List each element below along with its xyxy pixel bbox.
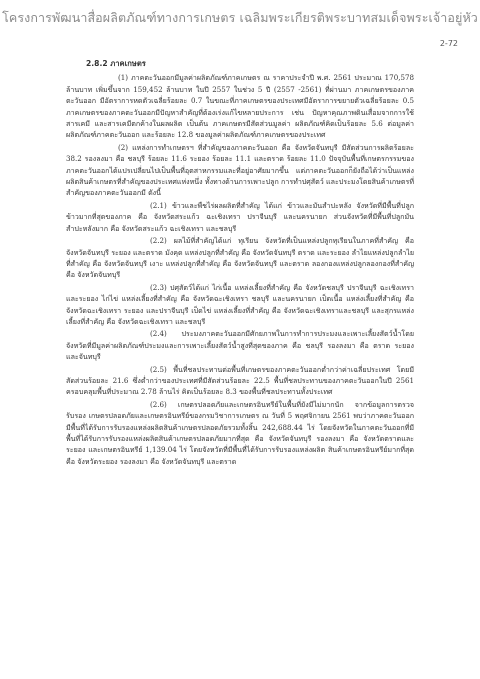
paragraph-2-6: (2.6) เกษตรปลอดภัยและเกษตรอินทรีย์ในพื้นที่ยังมีไม่มากนัก จากข้อมูลการตรวจรับรอง เกษตรปลอดภัยและเกษตรอินทรีย์ของกรมวิชาการเกษตร ณ วันที่ 5 พฤศจิกายน 2561 พบว่าภาคตะวันออกมีพื้นที่ได้รับการรับรองแหล่งผลิตสินค้าเกษตรปลอดภัยรวมทั้งสิ้น 242,688.44 ไร่ โดยจังหวัดในภาคตะวันออกที่มีพื้นที่ได้รับการรับรองแหล่งผลิตสินค้าเกษตรปลอดภัยมากที่สุด คือ จังหวัดจันทบุรี รองลงมา คือ จังหวัดตราดและระยอง และเกษตรอินทรีย์ 1,139.04 ไร่ โดยจังหวัดที่มีพื้นที่ได้รับการรับรองแหล่งผลิต สินค้าเกษตรอินทรีย์มากที่สุด คือ จังหวัดระยอง รองลงมา คือ จังหวัดจันทบุรี และตราด xyxy=(66,399,414,466)
paragraph-2-2: (2.2) ผลไม้ที่สำคัญได้แก่ ทุเรียน จังหวัดที่เป็นแหล่งปลูกทุเรียนในภาคที่สำคัญ คือ จังหวัดจันทบุรี ระยอง และตราด มังคุด แหล่งปลูกที่สำคัญ คือ จังหวัดจันทบุรี ตราด และระยอง ลำไยแหล่งปลูกลำไยที่สำคัญ คือ จังหวัดจันทบุรี เงาะ แหล่งปลูกที่สำคัญ คือ จังหวัดจันทบุรี และตราด ลองกองแหล่งปลูกลองกองที่สำคัญ คือ จังหวัดจันทบุรี xyxy=(66,236,414,280)
paragraph-2: (2) แหล่งการทำเกษตรฯ ที่สำคัญของภาคตะวันออก คือ จังหวัดจันทบุรี มีสัดส่วนการผลิตร้อยละ 38.2 รองลงมา คือ ชลบุรี ร้อยละ 11.6 ระยอง ร้อยละ 11.1 และตราด ร้อยละ 11.0 ปัจจุบันพื้นที่เกษตรกรรมของภาคตะวันออกได้แปรเปลี่ยนไปเป็นพื้นที่อุตสาหกรรมและที่อยู่อาศัยมากขึ้น แต่ภาคตะวันออกก็ยังถือได้ว่าเป็นแหล่งผลิตสินค้าเกษตรที่สำคัญของประเทศแห่งหนึ่ง ทั้งทางด้านการเพาะปลูก การทำปศุสัตว์ และประมงโดยสินค้าเกษตรที่สำคัญของภาคตะวันออกมี ดังนี้ xyxy=(66,142,414,198)
section-heading: 2.8.2 ภาคเกษตร xyxy=(86,59,146,68)
paragraph-1: (1) ภาคตะวันออกมีมูลค่าผลิตภัณฑ์ภาคเกษตร ณ ราคาประจำปี พ.ศ. 2561 ประมาณ 170,578 ล้านบาท เพิ่มขึ้นจาก 159,452 ล้านบาท ในปี 2557 ในช่วง 5 ปี (2557 -2561) ที่ผ่านมา ภาคเกษตรของภาคตะวันออก มีอัตราการหดตัวเฉลี่ยร้อยละ 0.7 ในขณะที่ภาคเกษตรของประเทศมีอัตราการขยายตัวเฉลี่ยร้อยละ 0.5 ภาคเกษตรของภาคตะวันออกมีปัญหาสำคัญที่ต้องเร่งแก้ไขหลายประการ เช่น ปัญหาคุณภาพดินเสื่อมจากการใช้สารเคมี และสารเคมีตกค้างในผลผลิต เป็นต้น ภาคเกษตรมีสัดส่วนมูลค่า ผลิตภัณฑ์คิดเป็นร้อยละ 5.6 ต่อมูลค่าผลิตภัณฑ์ภาคตะวันออก และร้อยละ 12.8 ของมูลค่าผลิตภัณฑ์ภาคเกษตรของประเทศ xyxy=(66,73,414,140)
document-body xyxy=(66,58,414,468)
page-number: 2-72 xyxy=(439,39,458,48)
document-header: โครงการพัฒนาสื่อผลิตภัณฑ์ทางการเกษตร เฉลิมพระเกียรติพระบาทสมเด็จพระเจ้าอยู่หัว xyxy=(2,10,478,25)
paragraph-2-1: (2.1) ข้าวและพืชไร่ผลผลิตที่สำคัญ ได้แก่ ข้าวและมันสำปะหลัง จังหวัดที่มีพื้นที่ปลูกข้าวมากที่สุดของภาค คือ จังหวัดสระแก้ว ฉะเชิงเทรา ปราจีนบุรี และนครนายก ส่วนจังหวัดที่มีพื้นที่ปลูกมันสำปะหลังมาก คือ จังหวัดสระแก้ว ฉะเชิงเทรา และชลบุรี xyxy=(66,200,414,233)
paragraph-2-5: (2.5) พื้นที่ชลประทานต่อพื้นที่เกษตรของภาคตะวันออกต่ำกว่าค่าเฉลี่ยประเทศ โดยมีสัดส่วนร้อยละ 21.6 ซึ่งต่ำกว่าของประเทศที่มีสัดส่วนร้อยละ 22.5 พื้นที่ชลประทานของภาคตะวันออกในปี 2561 ครอบคลุมพื้นที่ประมาณ 2.78 ล้านไร่ คิดเป็นร้อยละ 8.3 ของพื้นที่ชลประทานทั้งประเทศ xyxy=(66,364,414,397)
paragraph-2-3: (2.3) ปศุสัตว์ได้แก่ ไก่เนื้อ แหล่งเลี้ยงที่สำคัญ คือ จังหวัดชลบุรี ปราจีนบุรี ฉะเชิงเทรา และระยอง ไก่ไข่ แหล่งเลี้ยงที่สำคัญ คือ จังหวัดฉะเชิงเทรา ชลบุรี และนครนายก เป็ดเนื้อ แหล่งเลี้ยงที่สำคัญ คือ จังหวัดฉะเชิงเทรา ระยอง และปราจีนบุรี เป็ดไข่ แหล่งเลี้ยงที่สำคัญ คือ จังหวัดฉะเชิงเทราและชลบุรี และสุกรแหล่งเลี้ยงที่สำคัญ คือ จังหวัดฉะเชิงเทรา และชลบุรี xyxy=(66,282,414,326)
paragraph-2-4: (2.4) ประมงภาคตะวันออกมีศักยภาพในการทำการประมงและเพาะเลี้ยงสัตว์น้ำโดยจังหวัดที่มีมูลค่าผลิตภัณฑ์ประมงและการเพาะเลี้ยงสัตว์น้ำสูงที่สุดของภาค คือ ชลบุรี รองลงมา คือ ตราด ระยอง และจันทบุรี xyxy=(66,329,414,362)
